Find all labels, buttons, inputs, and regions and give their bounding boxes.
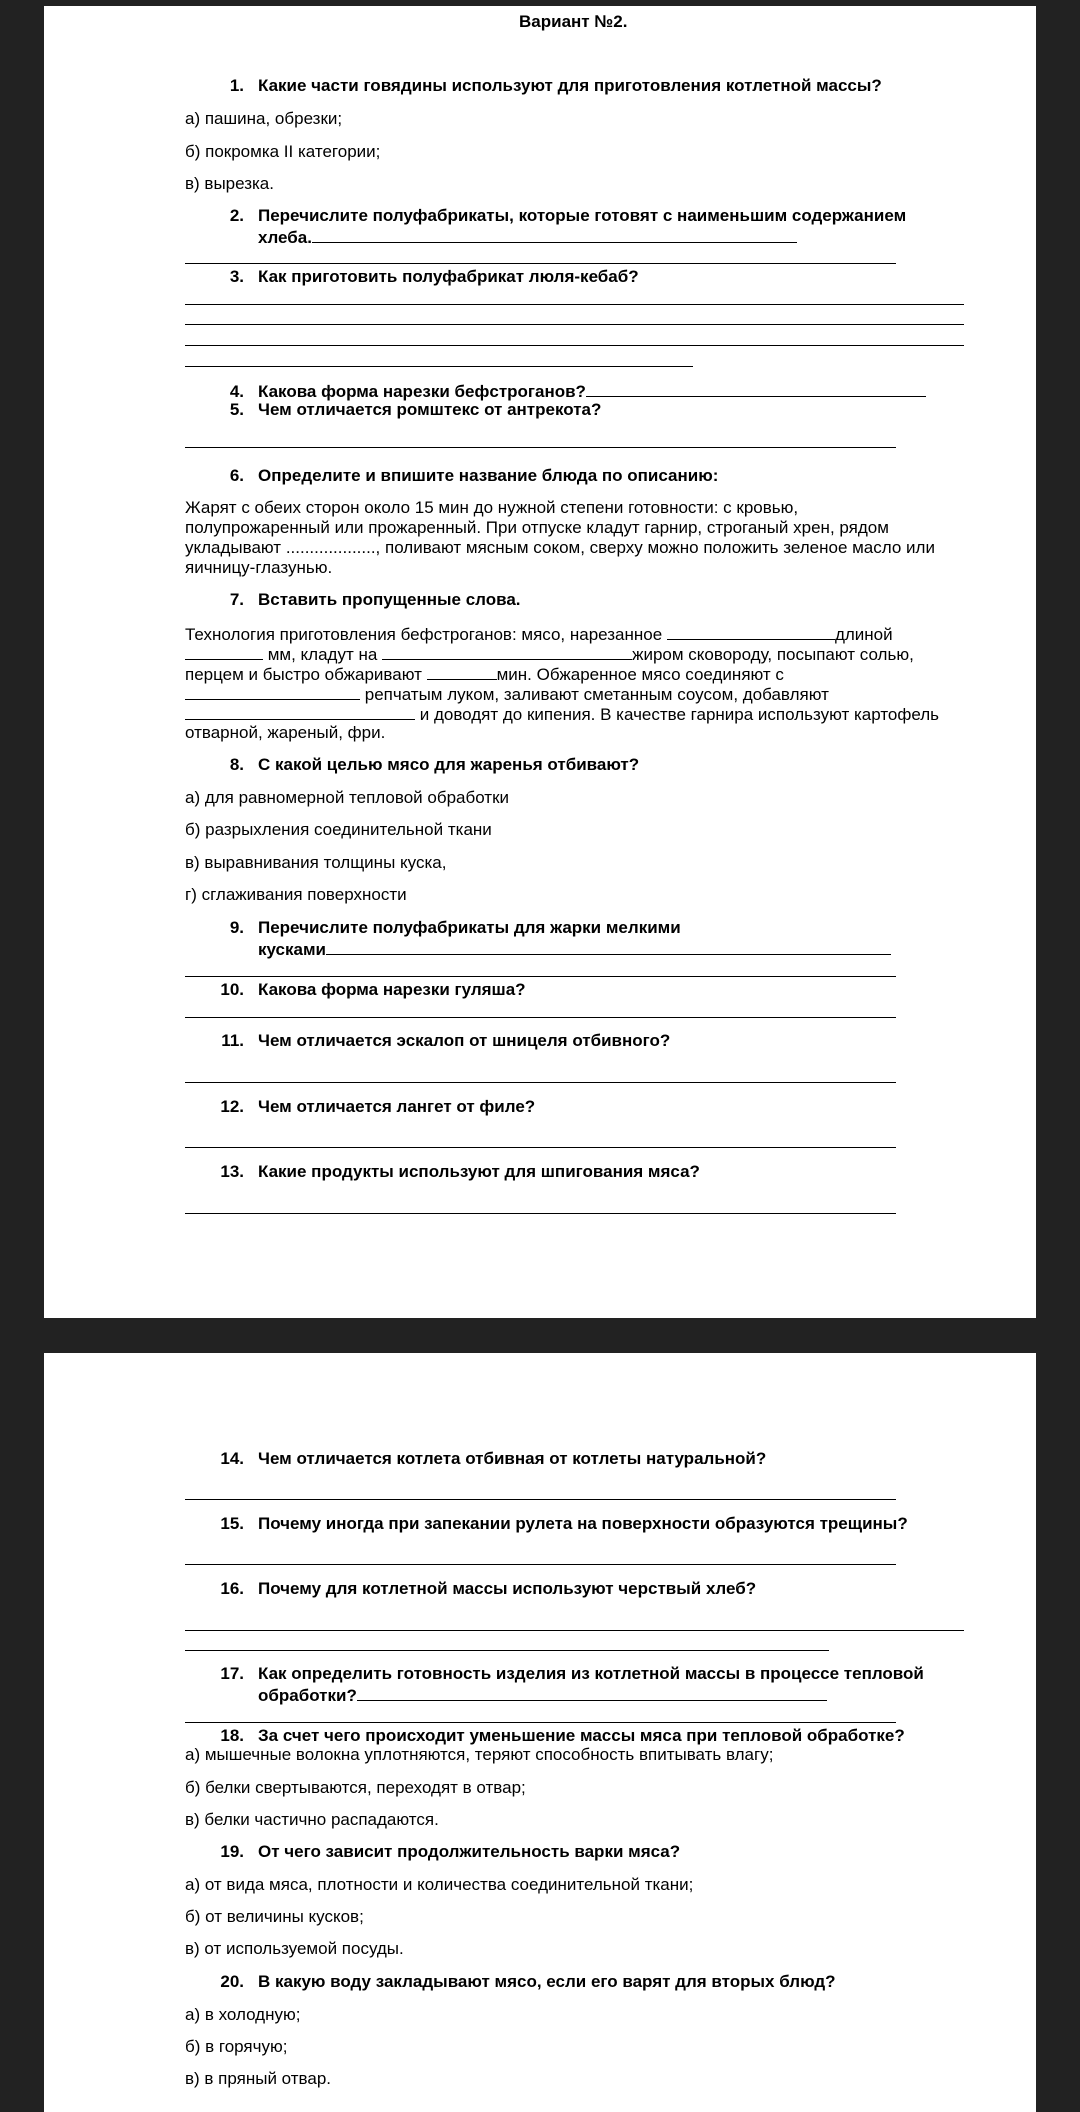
answer-line[interactable]: [185, 1722, 896, 1723]
description-line: яичницу-глазунью.: [185, 558, 333, 577]
question-7: 7. Вставить пропущенные слова.: [229, 590, 521, 609]
document-page-2: [44, 1353, 1036, 2112]
question-2: 2. Перечислите полуфабрикаты, которые готовят с наименьшим содержанием: [229, 206, 907, 225]
answer-line[interactable]: [185, 263, 896, 264]
answer-line[interactable]: [185, 324, 964, 325]
question-10: 10. Какова форма нарезки гуляша?: [220, 980, 526, 999]
question-4: 4. Какова форма нарезки бефстроганов?: [214, 380, 926, 402]
question-19: 19. От чего зависит продолжительность варки мяса?: [220, 1842, 681, 1861]
answer-line[interactable]: [185, 366, 693, 367]
question-15: 15. Почему иногда при запекании рулета на поверхности образуются трещины?: [220, 1514, 908, 1533]
answer-line[interactable]: [185, 345, 964, 346]
answer-line[interactable]: [185, 447, 896, 448]
question-3: 3. Как приготовить полуфабрикат люля-кебаб?: [229, 267, 639, 286]
fill-in-text: репчатым луком, заливают сметанным соусом, добавляют: [185, 683, 829, 705]
question-12: 12. Чем отличается лангет от филе?: [220, 1097, 536, 1116]
question-6: 6. Определите и впишите название блюда по описанию:: [229, 466, 719, 485]
answer-option: в) в пряный отвар.: [185, 2069, 332, 2088]
fill-in-text: Технология приготовления бефстроганов: мясо, нарезанное длиной: [185, 625, 893, 644]
answer-option: а) от вида мяса, плотности и количества соединительной ткани;: [185, 1875, 694, 1894]
answer-line[interactable]: [185, 1630, 964, 1631]
fill-in-text: перцем и быстро обжаривают мин. Обжаренное мясо соединяют с: [185, 665, 784, 684]
fill-in-text: мм, кладут на жиром сковороду, посыпают солью,: [185, 643, 914, 665]
variant-title: Вариант №2.: [519, 12, 628, 31]
answer-option: в) от используемой посуды.: [185, 1939, 404, 1958]
description-line: укладывают ..................., поливают мясным соком, сверху можно положить зеленое масло или: [185, 538, 935, 557]
answer-line[interactable]: [185, 304, 964, 305]
question-20: 20. В какую воду закладывают мясо, если его варят для вторых блюд?: [220, 1972, 836, 1991]
answer-option: а) мышечные волокна уплотняются, теряют способность впитывать влагу;: [185, 1745, 774, 1764]
answer-option: б) разрыхления соединительной ткани: [185, 820, 492, 839]
answer-option: в) выравнивания толщины куска,: [185, 853, 447, 872]
answer-option: а) пашина, обрезки;: [185, 109, 343, 128]
question-13: 13. Какие продукты используют для шпигования мяса?: [220, 1162, 700, 1181]
description-line: Жарят с обеих сторон около 15 мин до нужной степени готовности: с кровью,: [185, 498, 799, 517]
answer-option: б) в горячую;: [185, 2037, 288, 2056]
answer-option: в) белки частично распадаются.: [185, 1810, 439, 1829]
answer-option: а) для равномерной тепловой обработки: [185, 788, 510, 807]
answer-option: г) сглаживания поверхности: [185, 885, 407, 904]
answer-line[interactable]: [185, 1017, 896, 1018]
question-11: 11. Чем отличается эскалоп от шницеля отбивного?: [221, 1031, 671, 1050]
question-5: 5. Чем отличается ромштекс от антрекота?: [229, 400, 602, 419]
question-16: 16. Почему для котлетной массы используют черствый хлеб?: [220, 1579, 757, 1598]
question-18: 18. За счет чего происходит уменьшение массы мяса при тепловой обработке?: [220, 1726, 905, 1745]
question-14: 14. Чем отличается котлета отбивная от котлеты натуральной?: [220, 1449, 767, 1468]
answer-line[interactable]: [185, 1650, 829, 1651]
answer-line[interactable]: [185, 1213, 896, 1214]
question-9: 9. Перечислите полуфабрикаты для жарки мелкими: [229, 918, 681, 937]
answer-line[interactable]: [185, 1564, 896, 1565]
answer-line[interactable]: [185, 1082, 896, 1083]
answer-line[interactable]: [185, 1499, 896, 1500]
answer-line[interactable]: [185, 1147, 896, 1148]
fill-in-text: отварной, жареный, фри.: [185, 723, 386, 742]
answer-option: б) покромка II категории;: [185, 142, 381, 161]
question-17: 17. Как определить готовность изделия из котлетной массы в процессе тепловой: [220, 1664, 924, 1683]
answer-option: в) вырезка.: [185, 174, 274, 193]
answer-option: а) в холодную;: [185, 2005, 301, 2024]
question-8: 8. С какой целью мясо для жаренья отбивают?: [229, 755, 640, 774]
description-line: полупрожаренный или прожаренный. При отпуске кладут гарнир, строганый хрен, рядом: [185, 518, 889, 537]
question-9-continued: кусками: [258, 938, 891, 960]
fill-in-text: и доводят до кипения. В качестве гарнира используют картофель: [185, 703, 939, 725]
answer-option: б) белки свертываются, переходят в отвар;: [185, 1778, 526, 1797]
answer-line[interactable]: [185, 976, 896, 977]
question-2-continued: хлеба.: [258, 226, 797, 248]
question-17-continued: обработки?: [258, 1684, 827, 1706]
document-page-1: [44, 6, 1036, 1318]
answer-option: б) от величины кусков;: [185, 1907, 364, 1926]
question-1: 1. Какие части говядины используют для приготовления котлетной массы?: [229, 76, 882, 95]
